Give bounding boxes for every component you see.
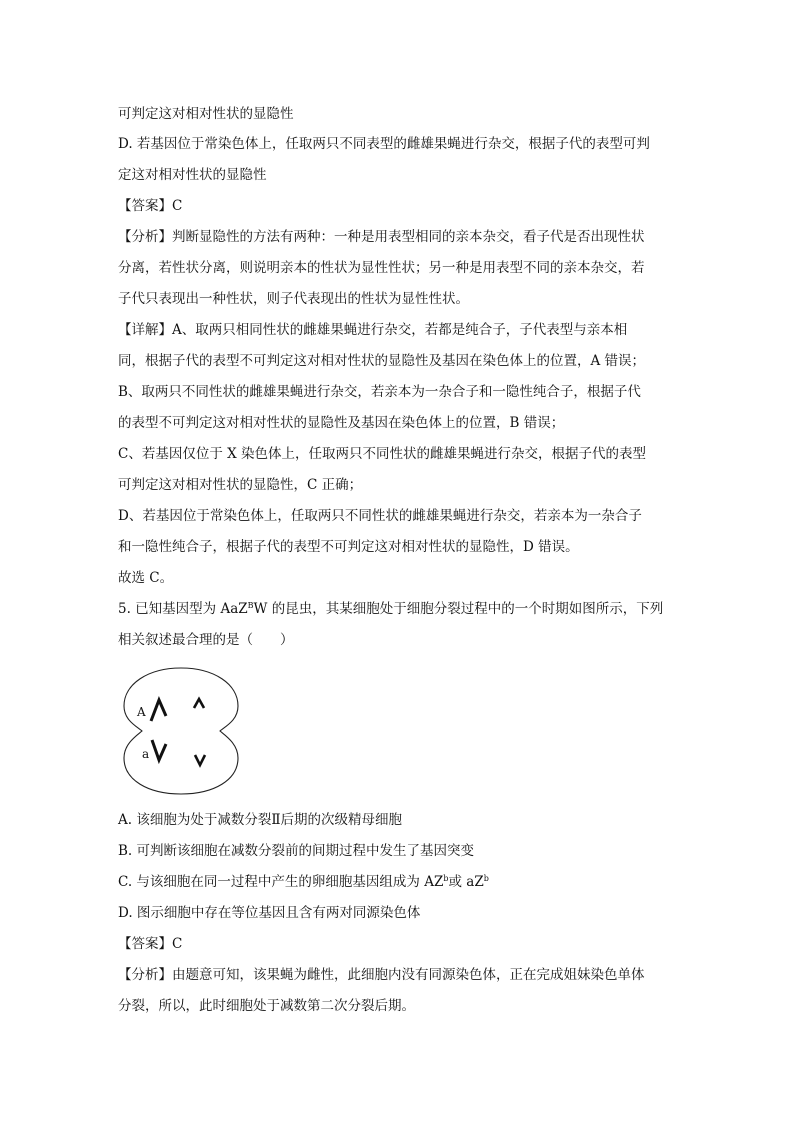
option-d: D. 图示细胞中存在等位基因且含有两对同源染色体: [118, 905, 421, 921]
explanation-line-6: 可判定这对相对性状的显隐性，C 正确；: [118, 477, 363, 493]
chromosome-lower-left: [152, 740, 166, 760]
q5-text-part: W 的昆虫，其某细胞处于细胞分裂过程中的一个时期如图所示，下列: [253, 601, 664, 617]
explanation-line-4: 的表型不可判定这对相对性状的显隐性及基因在染色体上的位置，B 错误；: [118, 415, 565, 431]
chromosome-lower-right: [195, 755, 205, 765]
option-d-line-1: D. 若基因位于常染色体上，任取两只不同表型的雌雄果蝇进行杂交，根据子代的表型可判: [118, 136, 650, 152]
question-5-stem-line-2: 相关叙述最合理的是（ ）: [118, 632, 294, 648]
option-c-text: C. 与该细胞在同一过程中产生的卵细胞基因组成为 AZ: [118, 874, 444, 890]
option-d-line-2: 定这对相对性状的显隐性: [118, 167, 267, 183]
explanation-line-7: D、若基因位于常染色体上，任取两只不同性状的雌雄果蝇进行杂交，若亲本为一杂合子: [118, 508, 642, 524]
explanation-line-2: 同，根据子代的表型不可判定这对相对性状的显隐性及基因在染色体上的位置，A 错误；: [118, 353, 646, 369]
conclusion-line: 故选 C。: [118, 570, 174, 586]
option-c: [118, 872, 688, 892]
explanation-line-8: 和一隐性纯合子，根据子代的表型不可判定这对相对性状的显隐性，D 错误。: [118, 539, 579, 555]
cell-division-figure: [122, 664, 240, 798]
analysis-line-2: 分离，若性状分离，则说明亲本的性状为显性性状；另一种是用表型不同的亲本杂交，若: [118, 260, 645, 276]
q5-text-part: 5. 已知基因型为 AaZ: [118, 601, 248, 617]
analysis-2-line-2: 分裂，所以，此时细胞处于减数第二次分裂后期。: [118, 998, 415, 1014]
gene-label-lower: a: [142, 747, 150, 761]
explanation-line-1: 【详解】A、取两只相同性状的雌雄果蝇进行杂交，若都是纯合子，子代表型与亲本相: [118, 322, 628, 338]
analysis-2-line-1: 【分析】由题意可知，该果蝇为雌性，此细胞内没有同源染色体，正在完成姐妹染色单体: [118, 967, 645, 983]
chromosome-upper-right: [194, 699, 204, 708]
gene-label-upper: A: [137, 705, 146, 719]
answer-label: 【答案】C: [118, 198, 183, 214]
text-line: 可判定这对相对性状的显隐性: [118, 106, 294, 122]
chromosome-upper-left: [151, 700, 166, 721]
analysis-line-1: 【分析】判断显隐性的方法有两种：一种是用表型相同的亲本杂交，看子代是否出现性状: [118, 229, 645, 245]
option-c-superscript: b: [483, 874, 489, 883]
analysis-line-3: 子代只表现出一种性状，则子代表现出的性状为显性性状。: [118, 291, 469, 307]
question-5-stem-line-1: [118, 599, 688, 619]
option-b: B. 可判断该细胞在减数分裂前的间期过程中发生了基因突变: [118, 843, 475, 859]
cell-diagram: [122, 664, 240, 798]
answer-label-2: 【答案】C: [118, 936, 183, 952]
cell-membrane: [124, 668, 238, 794]
explanation-line-5: C、若基因仅位于 X 染色体上，任取两只不同性状的雌雄果蝇进行杂交，根据子代的表型: [118, 446, 647, 462]
option-a: A. 该细胞为处于减数分裂Ⅱ后期的次级精母细胞: [118, 812, 403, 828]
option-c-text: 或 aZ: [448, 874, 484, 890]
q5-superscript: B: [247, 601, 254, 610]
explanation-line-3: B、取两只不同性状的雌雄果蝇进行杂交，若亲本为一杂合子和一隐性纯合子，根据子代: [118, 384, 641, 400]
option-c-superscript: b: [443, 874, 449, 883]
